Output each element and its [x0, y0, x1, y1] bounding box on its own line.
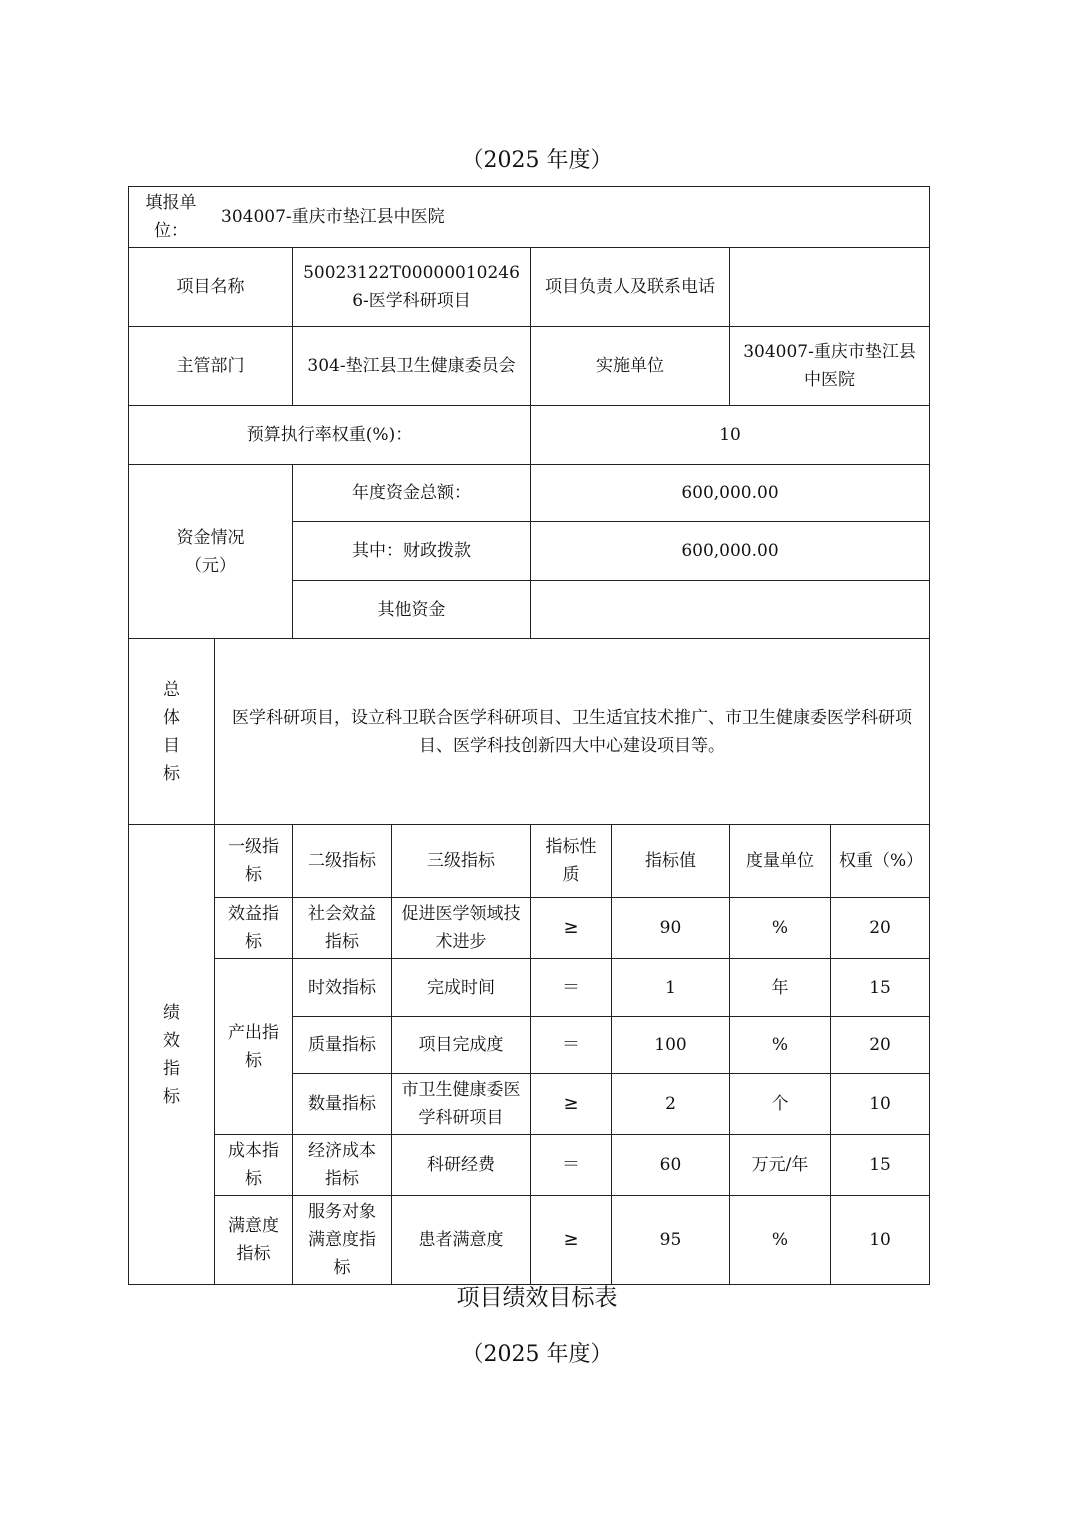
project-name-label: 项目名称: [129, 248, 293, 327]
contact-label: 项目负责人及联系电话: [531, 248, 730, 327]
implementer-label: 实施单位: [531, 327, 730, 406]
weight-cell: 15: [831, 959, 930, 1017]
other-funds-label: 其他资金: [293, 581, 531, 639]
fiscal-allocation-label: 其中：财政拨款: [293, 522, 531, 581]
level2-cell: 时效指标: [293, 959, 392, 1017]
level1-cell: 成本指标: [215, 1135, 293, 1196]
level2-cell: 社会效益指标: [293, 898, 392, 959]
supervisor-label: 主管部门: [129, 327, 293, 406]
reporting-unit-label: 填报单位：: [145, 193, 197, 241]
unit-cell: %: [730, 1017, 831, 1074]
level2-cell: 数量指标: [293, 1074, 392, 1135]
other-funds-value: [531, 581, 930, 639]
budget-weight-value: 10: [531, 406, 930, 465]
table-row: [129, 1196, 930, 1285]
unit-cell: 个: [730, 1074, 831, 1135]
weight-cell: 15: [831, 1135, 930, 1196]
project-name-value: 50023122T000000102466-医学科研项目: [293, 248, 531, 327]
reporting-unit-value: 304007-重庆市垫江县中医院: [221, 207, 445, 227]
header-unit: 度量单位: [730, 825, 831, 898]
level3-cell: 患者满意度: [392, 1196, 531, 1285]
funds-label: 资金情况（元）: [129, 465, 293, 639]
nature-cell: ＝: [531, 1135, 612, 1196]
level2-cell: 经济成本指标: [293, 1135, 392, 1196]
level3-cell: 市卫生健康委医学科研项目: [392, 1074, 531, 1135]
unit-cell: %: [730, 898, 831, 959]
value-cell: 1: [612, 959, 730, 1017]
level3-cell: 项目完成度: [392, 1017, 531, 1074]
level1-cell: 满意度指标: [215, 1196, 293, 1285]
level3-cell: 科研经费: [392, 1135, 531, 1196]
unit-cell: %: [730, 1196, 831, 1285]
level2-cell: 质量指标: [293, 1017, 392, 1074]
level1-cell: 效益指标: [215, 898, 293, 959]
value-cell: 100: [612, 1017, 730, 1074]
unit-cell: 万元/年: [730, 1135, 831, 1196]
overall-goal-text: 医学科研项目，设立科卫联合医学科研项目、卫生适宜技术推广、市卫生健康委医学科研项目、医学科技创新四大中心建设项目等。: [215, 639, 930, 825]
header-nature: 指标性质: [531, 825, 612, 898]
header-level3: 三级指标: [392, 825, 531, 898]
sheet-title: 项目绩效目标表: [456, 1285, 618, 1311]
nature-cell: ≥: [531, 898, 612, 959]
fiscal-allocation-value: 600,000.00: [531, 522, 930, 581]
budget-weight-label: 预算执行率权重(%)：: [129, 406, 531, 465]
performance-label: 绩效指标: [129, 825, 215, 1285]
value-cell: 60: [612, 1135, 730, 1196]
level2-cell: 服务对象满意度指标: [293, 1196, 392, 1285]
weight-cell: 10: [831, 1196, 930, 1285]
header-weight: 权重（%）: [831, 825, 930, 898]
year-heading-bottom: （2025 年度）: [461, 1342, 613, 1367]
reporting-unit-row: [129, 187, 930, 248]
value-cell: 90: [612, 898, 730, 959]
weight-cell: 10: [831, 1074, 930, 1135]
level3-cell: 完成时间: [392, 959, 531, 1017]
weight-cell: 20: [831, 898, 930, 959]
performance-target-table: [128, 186, 930, 1285]
table-row: [129, 959, 930, 1017]
overall-goal-label: 总体目标: [129, 639, 215, 825]
value-cell: 95: [612, 1196, 730, 1285]
nature-cell: ＝: [531, 1017, 612, 1074]
header-level2: 二级指标: [293, 825, 392, 898]
table-row: [129, 898, 930, 959]
nature-cell: ≥: [531, 1196, 612, 1285]
level1-cell: 产出指标: [215, 959, 293, 1135]
table-row: [129, 1135, 930, 1196]
header-level1: 一级指标: [215, 825, 293, 898]
contact-value: [730, 248, 930, 327]
annual-total-label: 年度资金总额：: [293, 465, 531, 522]
weight-cell: 20: [831, 1017, 930, 1074]
value-cell: 2: [612, 1074, 730, 1135]
annual-total-value: 600,000.00: [531, 465, 930, 522]
nature-cell: ＝: [531, 959, 612, 1017]
year-heading: （2025 年度）: [461, 148, 613, 173]
level3-cell: 促进医学领域技术进步: [392, 898, 531, 959]
implementer-value: 304007-重庆市垫江县中医院: [730, 327, 930, 406]
unit-cell: 年: [730, 959, 831, 1017]
supervisor-value: 304-垫江县卫生健康委员会: [293, 327, 531, 406]
nature-cell: ≥: [531, 1074, 612, 1135]
header-value: 指标值: [612, 825, 730, 898]
